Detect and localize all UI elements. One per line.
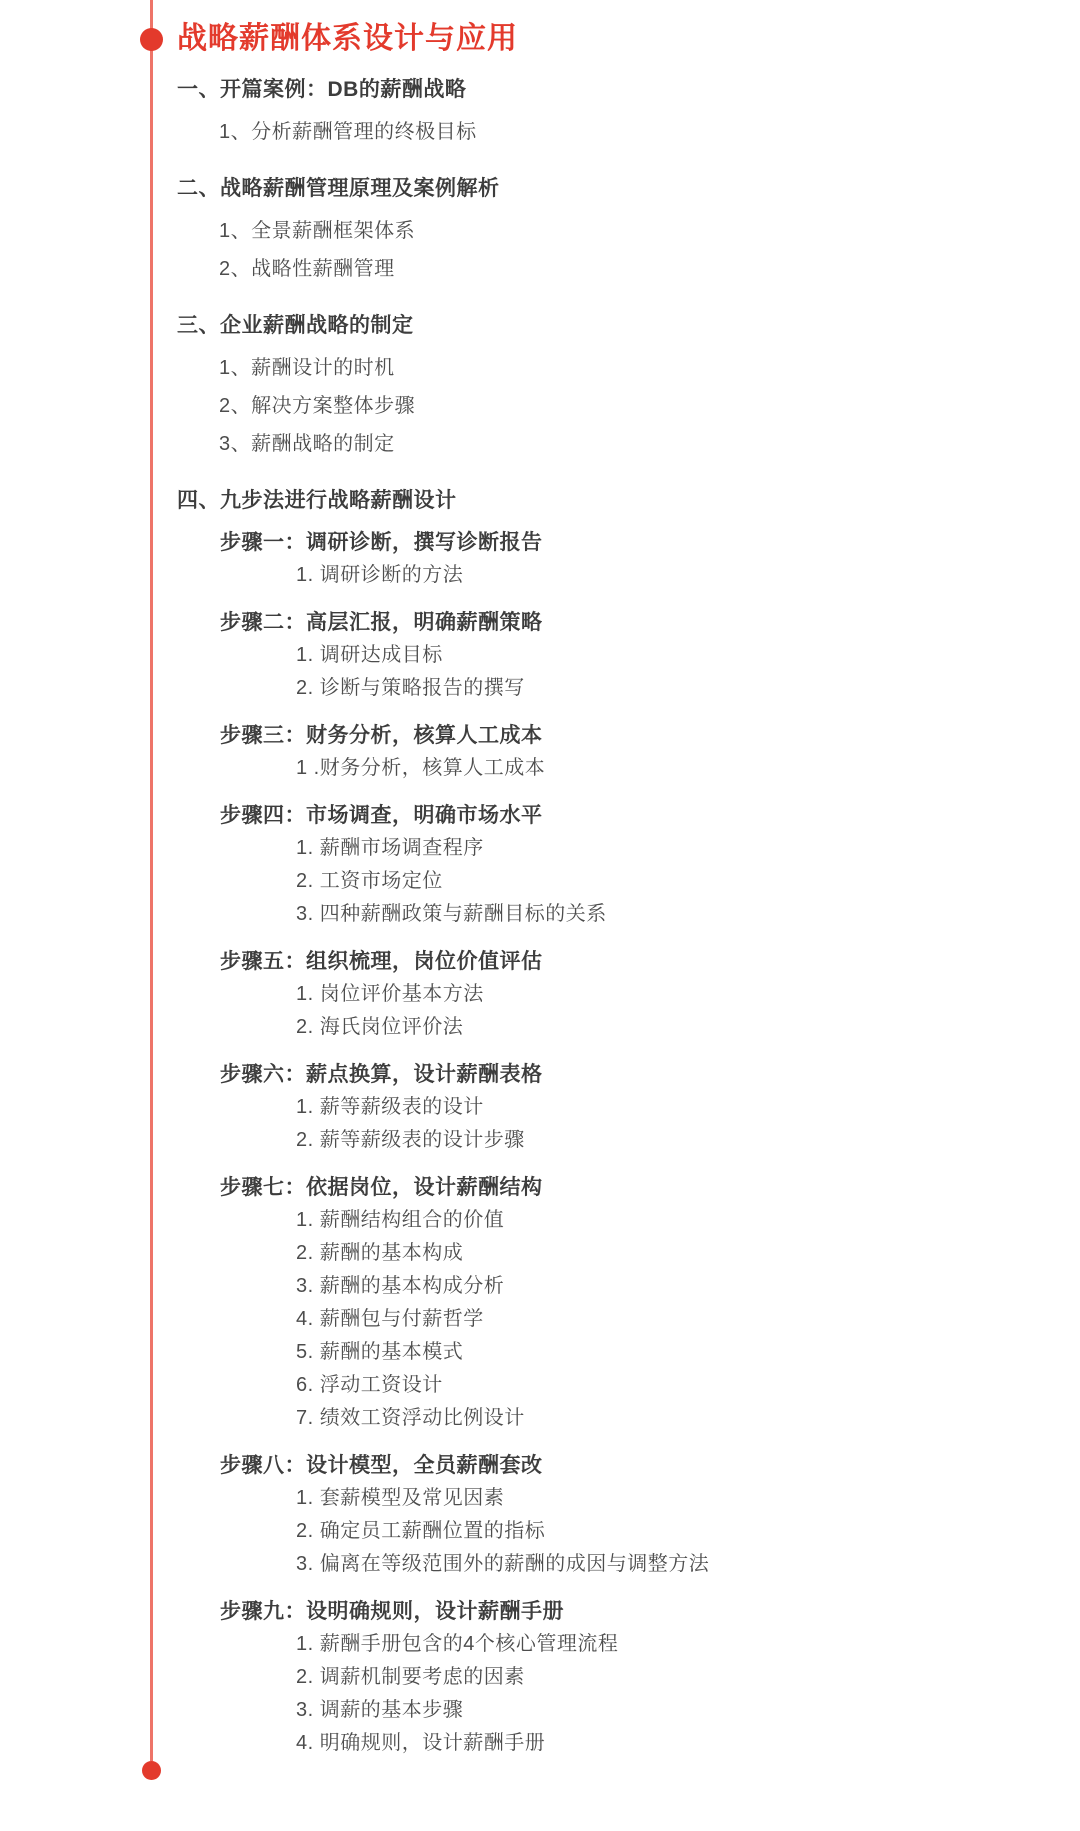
- step-item: 3. 调薪的基本步骤: [296, 1699, 464, 1721]
- step-item: 6. 浮动工资设计: [296, 1374, 443, 1396]
- outline-item: 1、分析薪酬管理的终极目标: [219, 121, 477, 143]
- outline-section-3: [177, 311, 1037, 459]
- step-item: 3. 偏离在等级范围外的薪酬的成因与调整方法: [296, 1553, 710, 1575]
- step-item: 1. 薪酬手册包含的4个核心管理流程: [296, 1633, 619, 1655]
- step-item: 4. 薪酬包与付薪哲学: [296, 1308, 484, 1330]
- step-heading: 步骤九：设明确规则，设计薪酬手册: [220, 1600, 564, 1623]
- step-item: 1. 薪酬市场调查程序: [296, 837, 484, 859]
- step-block-6: [220, 1060, 1037, 1155]
- timeline-dot-bottom: [142, 1761, 161, 1780]
- step-block-4: [220, 801, 1037, 929]
- outline-item: 2、战略性薪酬管理: [219, 258, 395, 280]
- outline-section-1: [177, 75, 1037, 147]
- step-item: 1. 套薪模型及常见因素: [296, 1487, 505, 1509]
- step-item: 1. 薪酬结构组合的价值: [296, 1209, 505, 1231]
- step-block-2: [220, 608, 1037, 703]
- outline-item: 1、薪酬设计的时机: [219, 357, 395, 379]
- step-item: 2. 确定员工薪酬位置的指标: [296, 1520, 546, 1542]
- step-heading: 步骤一：调研诊断，撰写诊断报告: [220, 531, 543, 554]
- step-heading: 步骤七：依据岗位，设计薪酬结构: [220, 1176, 543, 1199]
- section-heading: 四、九步法进行战略薪酬设计: [177, 489, 457, 512]
- step-block-1: [220, 528, 1037, 590]
- step-block-7: [220, 1173, 1037, 1433]
- outline-item: 2、解决方案整体步骤: [219, 395, 416, 417]
- timeline-line: [150, 0, 153, 1761]
- step-item: 2. 诊断与策略报告的撰写: [296, 677, 525, 699]
- step-item: 3. 四种薪酬政策与薪酬目标的关系: [296, 903, 607, 925]
- step-item: 2. 薪酬的基本构成: [296, 1242, 464, 1264]
- section-heading: 一、开篇案例：DB的薪酬战略: [177, 78, 467, 101]
- step-item: 5. 薪酬的基本模式: [296, 1341, 464, 1363]
- outline-section-2: [177, 174, 1037, 284]
- step-item: 2. 工资市场定位: [296, 870, 443, 892]
- step-item: 1 .财务分析，核算人工成本: [296, 757, 546, 779]
- section-heading: 三、企业薪酬战略的制定: [177, 314, 414, 337]
- step-item: 3. 薪酬的基本构成分析: [296, 1275, 505, 1297]
- step-heading: 步骤三：财务分析，核算人工成本: [220, 724, 543, 747]
- outline-item: 3、薪酬战略的制定: [219, 433, 395, 455]
- step-item: 1. 岗位评价基本方法: [296, 983, 484, 1005]
- step-item: 2. 海氏岗位评价法: [296, 1016, 464, 1038]
- page-title: 战略薪酬体系设计与应用: [177, 22, 518, 55]
- step-block-5: [220, 947, 1037, 1042]
- outline-content: [177, 22, 1037, 1758]
- step-block-8: [220, 1451, 1037, 1579]
- step-item: 7. 绩效工资浮动比例设计: [296, 1407, 525, 1429]
- step-heading: 步骤六：薪点换算，设计薪酬表格: [220, 1063, 543, 1086]
- step-block-3: [220, 721, 1037, 783]
- outline-item: 1、全景薪酬框架体系: [219, 220, 416, 242]
- outline-section-4: [177, 486, 1037, 1758]
- step-item: 1. 调研达成目标: [296, 644, 443, 666]
- timeline-dot-top: [140, 28, 163, 51]
- step-item: 1. 薪等薪级表的设计: [296, 1096, 484, 1118]
- step-item: 2. 薪等薪级表的设计步骤: [296, 1129, 525, 1151]
- step-heading: 步骤八：设计模型，全员薪酬套改: [220, 1454, 543, 1477]
- step-item: 1. 调研诊断的方法: [296, 564, 464, 586]
- section-heading: 二、战略薪酬管理原理及案例解析: [177, 177, 500, 200]
- step-heading: 步骤五：组织梳理，岗位价值评估: [220, 950, 543, 973]
- step-item: 4. 明确规则，设计薪酬手册: [296, 1732, 546, 1754]
- step-block-9: [220, 1597, 1037, 1758]
- step-heading: 步骤二：高层汇报，明确薪酬策略: [220, 611, 543, 634]
- step-item: 2. 调薪机制要考虑的因素: [296, 1666, 525, 1688]
- step-heading: 步骤四：市场调查，明确市场水平: [220, 804, 543, 827]
